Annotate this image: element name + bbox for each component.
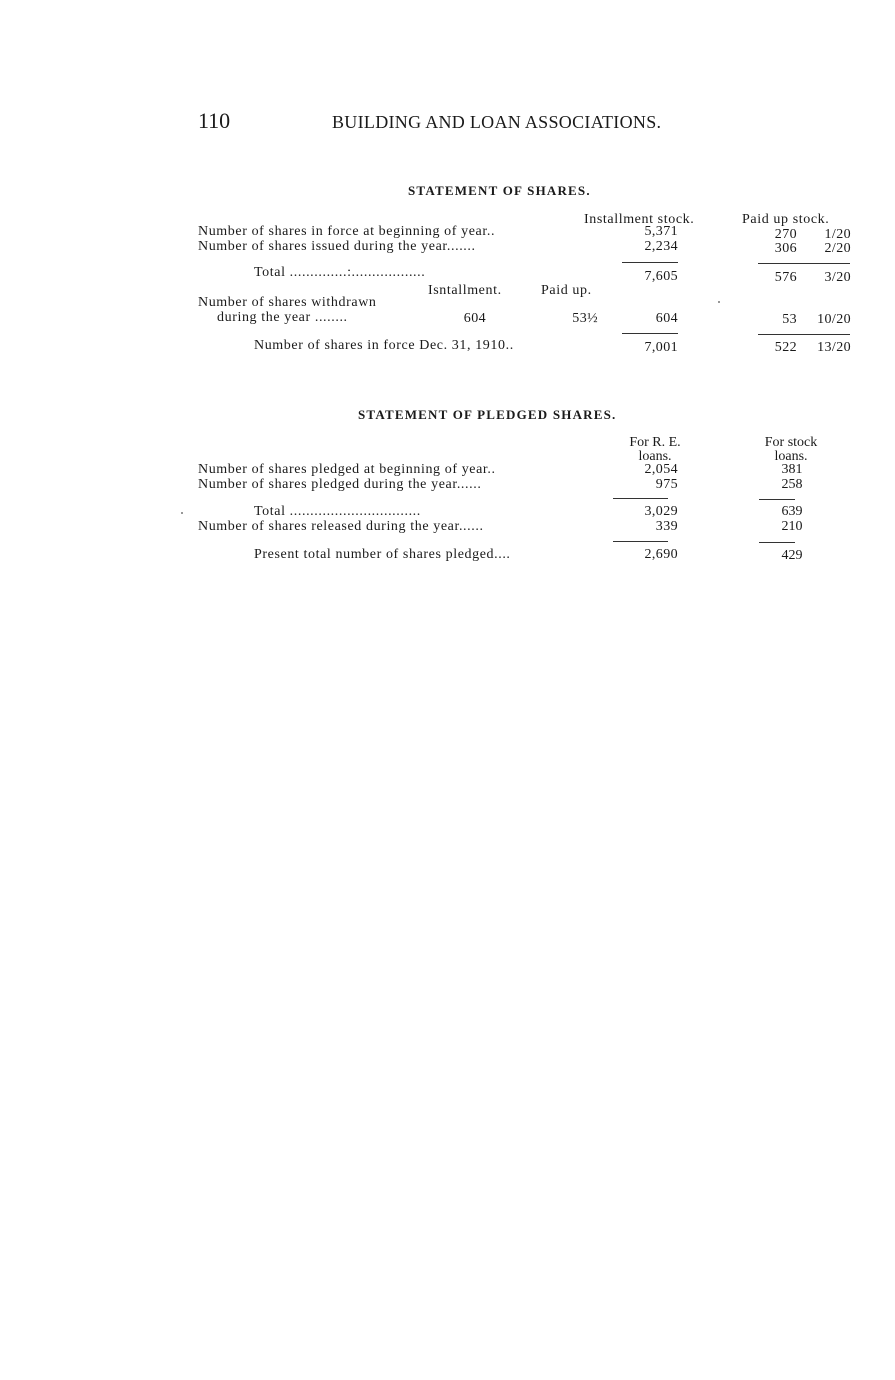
shares-row-label: Number of shares issued during the year.......: [198, 239, 476, 254]
released-stock: 210: [781, 519, 803, 534]
rule-stock-present: [759, 542, 795, 543]
withdrawn-sub-paid-value: 53½: [572, 311, 598, 326]
shares-row-label: Number of shares in force at beginning of year..: [198, 224, 496, 239]
scan-speck: [718, 301, 720, 303]
pledged-row-label: Number of shares pledged at beginning of year..: [198, 462, 496, 477]
pledged-row-re: 2,054: [644, 462, 678, 477]
rule-paid-inforce: [758, 334, 850, 335]
col-header-stock-line1: For stock: [764, 435, 818, 450]
withdrawn-paid-frac: 10/20: [817, 312, 851, 327]
rule-re-present: [613, 541, 668, 542]
in-force-paid-whole: 522: [774, 340, 797, 355]
pledged-total-stock: 639: [781, 504, 803, 519]
shares-row-installment: 2,234: [644, 239, 678, 254]
pledged-total-re: 3,029: [644, 504, 678, 519]
pledged-total-label: Total ................................: [254, 504, 421, 519]
rule-stock-total: [759, 499, 795, 500]
rule-installment-inforce: [622, 333, 678, 334]
running-title: BUILDING AND LOAN ASSOCIATIONS.: [332, 112, 662, 132]
pledged-row-label: Number of shares pledged during the year......: [198, 477, 482, 492]
pledged-row-re: 975: [655, 477, 678, 492]
col-header-installment-stock: Installment stock.: [584, 212, 695, 227]
col-header-stock-line2: loans.: [774, 449, 808, 464]
withdrawn-label-line1: Number of shares withdrawn: [198, 295, 377, 310]
shares-total-label: Total ..............:..................: [254, 265, 426, 280]
rule-re-total: [613, 498, 668, 499]
pledged-section-title: STATEMENT OF PLEDGED SHARES.: [358, 407, 617, 422]
in-force-label: Number of shares in force Dec. 31, 1910..: [254, 338, 514, 353]
shares-section-title: STATEMENT OF SHARES.: [408, 183, 591, 198]
withdrawn-sub-installment-value: 604: [463, 311, 486, 326]
withdrawn-paid-whole: 53: [782, 312, 797, 327]
scan-speck: [181, 512, 183, 514]
shares-row-paid-whole: 306: [774, 241, 797, 256]
present-total-stock: 429: [781, 548, 803, 563]
withdrawn-installment: 604: [655, 311, 678, 326]
released-re: 339: [655, 519, 678, 534]
present-total-label: Present total number of shares pledged....: [254, 547, 511, 562]
shares-total-installment: 7,605: [644, 269, 678, 284]
shares-row-paid-whole: 270: [774, 227, 797, 242]
rule-installment-total: [622, 262, 678, 263]
pledged-row-stock: 381: [781, 462, 803, 477]
rule-paid-total: [758, 263, 850, 264]
withdrawn-label-line2: during the year ........: [217, 310, 348, 325]
col-header-re-line1: For R. E.: [629, 435, 681, 450]
shares-row-paid-frac: 1/20: [824, 227, 851, 242]
in-force-installment: 7,001: [644, 340, 678, 355]
sub-header-installment: Isntallment.: [428, 283, 502, 298]
in-force-paid-frac: 13/20: [817, 340, 851, 355]
pledged-row-stock: 258: [781, 477, 803, 492]
page-number: 110: [198, 108, 231, 133]
shares-total-paid-whole: 576: [774, 270, 797, 285]
shares-row-installment: 5,371: [644, 224, 678, 239]
sub-header-paid-up: Paid up.: [541, 283, 592, 298]
shares-row-paid-frac: 2/20: [824, 241, 851, 256]
shares-total-paid-frac: 3/20: [824, 270, 851, 285]
released-label: Number of shares released during the year......: [198, 519, 484, 534]
col-header-re-line2: loans.: [638, 449, 672, 464]
col-header-paid-up-stock: Paid up stock.: [742, 212, 830, 227]
present-total-re: 2,690: [644, 547, 678, 562]
